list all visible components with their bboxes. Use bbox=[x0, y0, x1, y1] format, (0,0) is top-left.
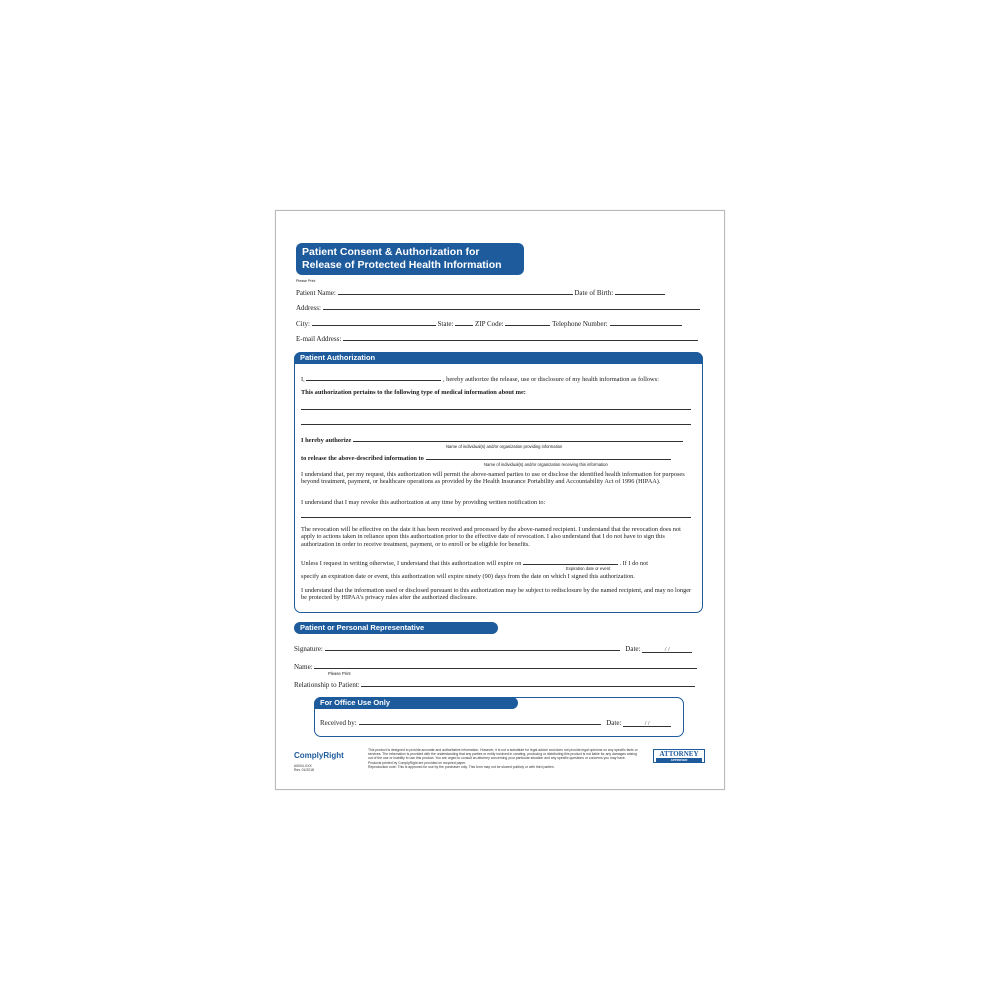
rep-please-print: Please Print bbox=[328, 671, 351, 676]
authorization-heading: Patient Authorization bbox=[294, 352, 703, 364]
zip-field[interactable] bbox=[505, 319, 550, 326]
office-date-field[interactable]: / / bbox=[623, 720, 671, 727]
email-row bbox=[296, 334, 698, 343]
state-field[interactable] bbox=[455, 319, 473, 326]
disclaimer-text bbox=[368, 748, 638, 769]
office-date-label: Date: bbox=[606, 719, 622, 727]
recipient-field[interactable] bbox=[426, 453, 671, 460]
please-print-note: Please Print bbox=[296, 279, 316, 283]
provider-field[interactable] bbox=[353, 435, 683, 442]
representative-heading: Patient or Personal Representative bbox=[294, 622, 498, 634]
dob-field[interactable] bbox=[615, 288, 665, 295]
reproduction-note: Reproduction note: This is approved for use by the purchaser only. This form may not be shared publicly or with third parties. bbox=[368, 764, 555, 769]
dob-label: Date of Birth: bbox=[574, 289, 614, 297]
address-field[interactable] bbox=[323, 303, 700, 310]
pertains-text: This authorization pertains to the following type of medical information about me: bbox=[301, 389, 526, 396]
relationship-row bbox=[294, 680, 695, 689]
signature-field[interactable] bbox=[325, 644, 620, 651]
zip-label: ZIP Code: bbox=[474, 320, 504, 328]
revoke-notification-line[interactable] bbox=[301, 517, 691, 518]
redisclosure-paragraph: I understand that the information used or disclosed pursuant to this authorization may be subject to redisclosure by the named recipient, and may no longer be protected by HIPAA's privacy rules after the authorized disclosure. bbox=[301, 587, 692, 602]
understand-paragraph: I understand that, per my request, this authorization will permit the above-named parties to use or disclose the identified health information for purposes beyond treatment, payment, or healthcare operations as provided by the Health Insurance Portability and Accountability Act of 1996 (HIPAA). bbox=[301, 471, 685, 486]
hereby-authorize-label: I hereby authorize bbox=[301, 437, 352, 444]
address-label: Address: bbox=[296, 304, 321, 312]
revoke-paragraph: I understand that I may revoke this authorization at any time by providing written notification to: bbox=[301, 499, 546, 506]
rep-name-field[interactable] bbox=[314, 662, 697, 669]
patient-name-label: Patient Name: bbox=[296, 289, 336, 297]
caption-providing: Name of individual(s) and/or organization providing information bbox=[446, 444, 563, 449]
received-row bbox=[320, 718, 671, 727]
received-field[interactable] bbox=[359, 718, 601, 725]
patient-name-field[interactable] bbox=[338, 288, 573, 295]
form-code bbox=[294, 764, 314, 772]
medical-info-line-1[interactable] bbox=[301, 409, 691, 410]
form-title-banner bbox=[296, 243, 524, 275]
attorney-main-text: ATTORNEY bbox=[659, 750, 699, 758]
patient-name-row bbox=[296, 288, 665, 297]
form-title-line1: Patient Consent & Authorization for bbox=[302, 246, 480, 258]
state-label: State: bbox=[437, 320, 454, 328]
expiration-field[interactable] bbox=[523, 558, 618, 565]
address-row bbox=[296, 303, 700, 312]
intro-prefix: I, bbox=[301, 376, 305, 383]
form-document bbox=[275, 210, 725, 790]
complyright-logo: ComplyRight bbox=[294, 751, 344, 760]
telephone-label: Telephone Number: bbox=[552, 320, 608, 328]
received-label: Received by: bbox=[320, 719, 357, 727]
intro-row bbox=[301, 374, 659, 384]
form-code-line2: Rev. 01/2018 bbox=[294, 768, 314, 773]
name-row bbox=[294, 662, 697, 671]
form-code-line1: A0004-XXX bbox=[294, 764, 312, 768]
rep-date-label: Date: bbox=[625, 645, 641, 653]
caption-receiving: Name of individual(s) and/or organization receiving this information bbox=[484, 462, 608, 467]
unless-suffix: . If I do not bbox=[619, 560, 649, 567]
specify-text: specify an expiration date or event, this authorization will expire ninety (90) days from the date on which I signed this authorization. bbox=[301, 573, 635, 580]
attorney-sub-text: APPROVED bbox=[656, 758, 702, 762]
disclaimer-body: This product is designed to provide accurate and authoritative information. However, it is not a substitute for legal advice and does not provide legal opinions on any specific facts or services. The information is provided with the understanding that any parties or entity involved in creating, producing or distributing this product is not liable for any damages arising out of the use or inability to use this product. You are urged to consult an attorney concerning your particular situation and any specific questions or concerns you may have. Products printed by ComplyRight are provided on recycled paper. bbox=[368, 748, 638, 765]
medical-info-line-2[interactable] bbox=[301, 424, 691, 425]
authorizer-name-field[interactable] bbox=[306, 374, 441, 381]
city-row bbox=[296, 319, 682, 328]
relationship-field[interactable] bbox=[361, 680, 695, 687]
form-title-line2: Release of Protected Health Information bbox=[302, 259, 502, 271]
city-field[interactable] bbox=[312, 319, 436, 326]
to-release-label: to release the above-described information to bbox=[301, 455, 424, 462]
email-label: E-mail Address: bbox=[296, 335, 342, 343]
unless-prefix: Unless I request in writing otherwise, I understand that this authorization will expire on bbox=[301, 560, 522, 567]
office-use-heading: For Office Use Only bbox=[314, 697, 518, 709]
telephone-field[interactable] bbox=[610, 319, 682, 326]
attorney-approved-badge bbox=[653, 749, 705, 763]
relationship-label: Relationship to Patient: bbox=[294, 681, 360, 689]
intro-suffix: , hereby authorize the release, use or disclosure of my health information as follows: bbox=[442, 376, 659, 383]
rep-date-field[interactable]: / / bbox=[642, 646, 692, 653]
revocation-paragraph: The revocation will be effective on the date it has been received and processed by the above-named recipient. I understand that the revocation does not apply to actions taken in reliance upon this authorization prior to the effective date of revocation. I also understand that I do not have to sign this authorization in order to receive treatment, payment, or to enroll or be eligible for benefits. bbox=[301, 526, 681, 548]
caption-expiration: Expiration date or event bbox=[566, 566, 611, 571]
signature-row bbox=[294, 644, 692, 653]
email-field[interactable] bbox=[343, 334, 698, 341]
city-label: City: bbox=[296, 320, 311, 328]
signature-label: Signature: bbox=[294, 645, 323, 653]
rep-name-label: Name: bbox=[294, 663, 313, 671]
